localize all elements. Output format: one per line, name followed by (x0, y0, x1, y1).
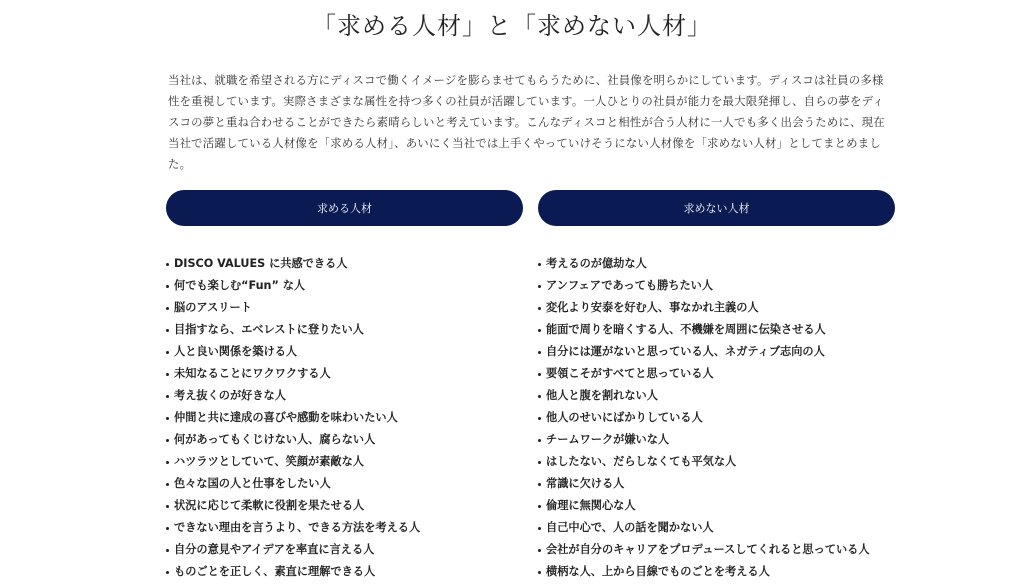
list-item-label: 何でも楽しむ“Fun” な人 (174, 279, 306, 292)
list-item (538, 539, 895, 561)
bullet-icon (166, 439, 169, 442)
list-item (538, 407, 895, 429)
list-item-label: 未知なることにワクワクする人 (174, 367, 331, 380)
list-item-label: 考え抜くのが好きな人 (174, 389, 286, 402)
list-item-label: 人と良い関係を築ける人 (174, 345, 298, 358)
list-item (166, 473, 523, 495)
list-item-label: 能面で周りを暗くする人、不機嫌を周囲に伝染させる人 (546, 323, 826, 336)
bullet-icon (166, 571, 169, 574)
list-item-label: はしたない、だらしなくても平気な人 (546, 455, 737, 468)
list-item-label: DISCO VALUES に共感できる人 (174, 257, 348, 270)
bullet-icon (166, 461, 169, 464)
list-item-label: 考えるのが億劫な人 (546, 257, 647, 270)
bullet-icon (166, 527, 169, 530)
list-item (538, 385, 895, 407)
bullet-icon (166, 395, 169, 398)
list-item (538, 363, 895, 385)
list-item-label: できない理由を言うより、できる方法を考える人 (174, 521, 421, 534)
list-item-label: 自分の意見やアイデアを率直に言える人 (174, 543, 375, 556)
bullet-icon (538, 527, 541, 530)
list-item (166, 319, 523, 341)
not-sought-column (538, 190, 895, 583)
sought-column (166, 190, 523, 583)
list-item (538, 473, 895, 495)
list-item (166, 495, 523, 517)
sought-list (166, 253, 523, 583)
bullet-icon (538, 483, 541, 486)
list-item-label: 脳のアスリート (174, 301, 252, 314)
bullet-icon (538, 329, 541, 332)
list-item-label: 他人と腹を割れない人 (546, 389, 658, 402)
bullet-icon (166, 549, 169, 552)
list-item-label: 状況に応じて柔軟に役割を果たせる人 (174, 499, 365, 512)
list-item-label: 変化より安泰を好む人、事なかれ主義の人 (546, 301, 759, 314)
list-item-label: 自分には運がないと思っている人、ネガティブ志向の人 (546, 345, 825, 358)
list-item-label: ものごとを正しく、素直に理解できる人 (174, 565, 376, 578)
list-item-label: チームワークが嫌いな人 (546, 433, 670, 446)
bullet-icon (538, 285, 541, 288)
list-item (166, 253, 523, 275)
list-item (166, 341, 523, 363)
list-item (538, 319, 895, 341)
list-item (166, 297, 523, 319)
list-item (166, 275, 523, 297)
list-item (538, 297, 895, 319)
list-item-label: 常識に欠ける人 (546, 477, 625, 490)
bullet-icon (166, 307, 169, 310)
list-item (538, 561, 895, 583)
bullet-icon (538, 461, 541, 464)
bullet-icon (538, 417, 541, 420)
list-item (166, 561, 523, 583)
bullet-icon (166, 351, 169, 354)
list-item-label: 要領こそがすべてと思っている人 (546, 367, 714, 380)
list-item (166, 517, 523, 539)
bullet-icon (166, 329, 169, 332)
list-item (166, 539, 523, 561)
list-item-label: 自己中心で、人の話を聞かない人 (546, 521, 714, 534)
list-item (538, 451, 895, 473)
list-item (538, 495, 895, 517)
bullet-icon (166, 483, 169, 486)
list-item-label: ハツラツとしていて、笑顔が素敵な人 (174, 455, 364, 468)
bullet-icon (166, 505, 169, 508)
bullet-icon (538, 263, 541, 266)
bullet-icon (538, 373, 541, 376)
list-item (538, 253, 895, 275)
bullet-icon (166, 417, 169, 420)
list-item (166, 429, 523, 451)
list-item (538, 275, 895, 297)
list-item (538, 341, 895, 363)
bullet-icon (538, 351, 541, 354)
list-item-label: 倫理に無関心な人 (546, 499, 636, 512)
list-item-label: 何があってもくじけない人、腐らない人 (174, 433, 376, 446)
page-title: 「求める人材」と「求めない人材」 (312, 12, 712, 40)
not-sought-list (538, 253, 895, 583)
not-sought-button[interactable]: 求めない人材 (538, 190, 895, 226)
list-item-label: 仲間と共に達成の喜びや感動を味わいたい人 (174, 411, 398, 424)
sought-button[interactable]: 求める人材 (166, 190, 523, 226)
bullet-icon (538, 439, 541, 442)
list-item (166, 363, 523, 385)
bullet-icon (166, 285, 169, 288)
list-item-label: 目指すなら、エベレストに登りたい人 (174, 323, 364, 336)
list-item (166, 407, 523, 429)
bullet-icon (538, 505, 541, 508)
bullet-icon (538, 549, 541, 552)
list-item-label: 会社が自分のキャリアをプロデュースしてくれると思っている人 (546, 543, 870, 556)
list-item-label: 横柄な人、上から目線でものごとを考える人 (546, 565, 770, 578)
list-item-label: アンフェアであっても勝ちたい人 (546, 279, 714, 292)
bullet-icon (166, 373, 169, 376)
bullet-icon (538, 395, 541, 398)
bullet-icon (538, 571, 541, 574)
list-item (166, 451, 523, 473)
intro-paragraph: 当社は、就職を希望される方にディスコで働くイメージを膨らませてもらうために、社員像を明らかにしています。ディスコは社員の多様性を重視しています。実際さまざまな属性を持つ多くの社員が活躍しています。一人ひとりの社員が能力を最大限発揮し、自らの夢をディスコの夢と重ね合わせることができたら素晴らしいと考えています。こんなディスコと相性が合う人材に一人でも多く出会うために、現在当社で活躍している人材像を「求める人材」、あいにく当社では上手くやっていけそうにない人材像を「求めない人材」としてまとめました。 (168, 73, 885, 171)
bullet-icon (538, 307, 541, 310)
list-item (538, 429, 895, 451)
list-item (538, 517, 895, 539)
list-item-label: 色々な国の人と仕事をしたい人 (174, 477, 331, 490)
bullet-icon (166, 263, 169, 266)
list-item (166, 385, 523, 407)
list-item-label: 他人のせいにばかりしている人 (546, 411, 703, 424)
